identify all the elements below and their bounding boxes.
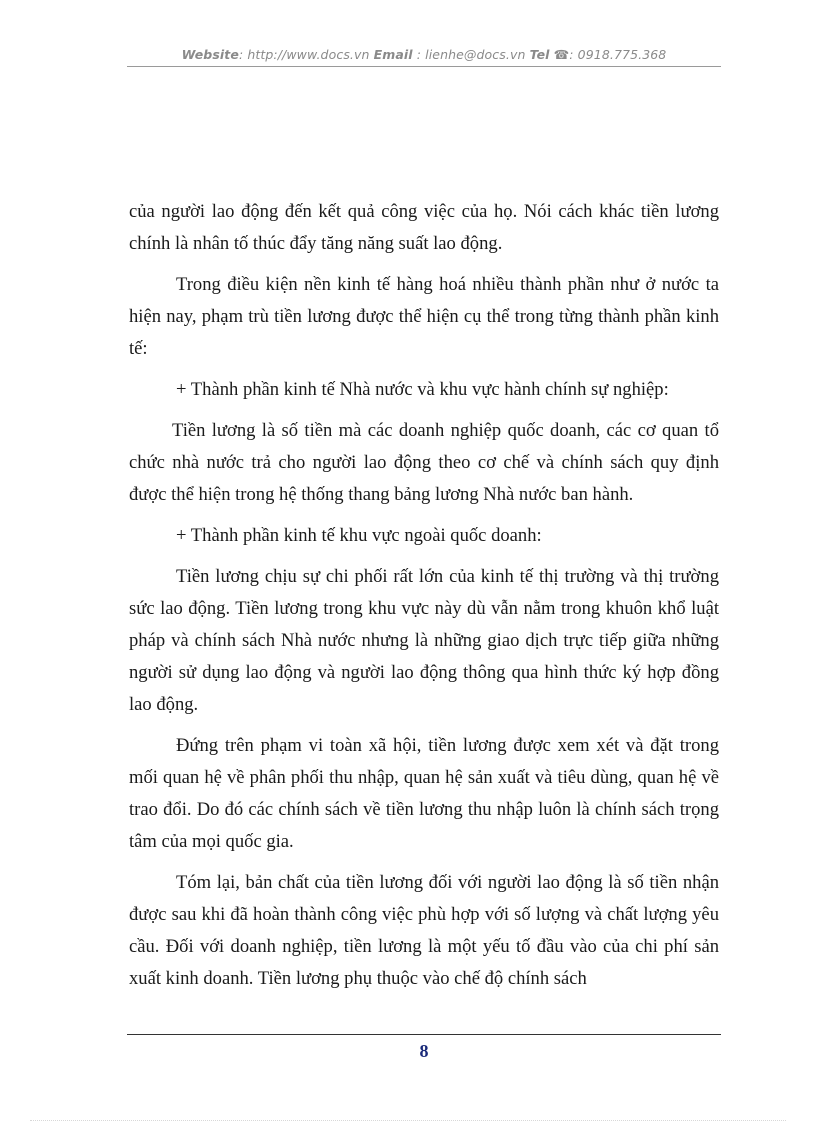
paragraph-1: của người lao động đến kết quả công việc của họ. Nói cách khác tiền lương chính là nhân tố thúc đẩy tăng năng suất lao động. [129, 201, 719, 254]
website-label: Website [181, 47, 239, 62]
paragraph-3: + Thành phần kinh tế Nhà nước và khu vực hành chính sự nghiệp: [176, 379, 669, 400]
email-value: : lienhe@docs.vn [416, 47, 526, 62]
paragraph-5: + Thành phần kinh tế khu vực ngoài quốc doanh: [176, 525, 542, 546]
paragraph-8: Tóm lại, bản chất của tiền lương đối với người lao động là số tiền nhận được sau khi đã hoàn thành công việc phù hợp với số lượng và chất lượng yêu cầu. Đối với doanh nghiệp, tiền lương là một yếu tố đầu vào của chi phí sản xuất kinh doanh. Tiền lương phụ thuộc vào chế độ chính sách [129, 872, 719, 989]
paragraph-6: Tiền lương chịu sự chi phối rất lớn của kinh tế thị trường và thị trường sức lao động. Tiền lương trong khu vực này dù vẫn nằm trong khuôn khổ luật pháp và chính sách Nhà nước nhưng là những giao dịch trực tiếp giữa những người sử dụng lao động và người lao động thông qua hình thức ký hợp đồng lao động. [129, 566, 719, 715]
paragraph-4: Tiền lương là số tiền mà các doanh nghiệp quốc doanh, các cơ quan tổ chức nhà nước trả cho người lao động theo cơ chế và chính sách quy định được thể hiện trong hệ thống thang bảng lương Nhà nước ban hành. [129, 420, 719, 505]
tel-value: : 0918.775.368 [569, 47, 667, 62]
document-body [129, 196, 719, 1004]
page-number: 8 [419, 1041, 429, 1061]
tel-label: Tel [529, 47, 550, 62]
website-value: : http://www.docs.vn [238, 47, 370, 62]
phone-icon: ☎ [553, 47, 570, 62]
page-bottom-border [30, 1120, 786, 1121]
footer-divider [127, 1034, 721, 1035]
header-divider [127, 66, 721, 67]
paragraph-7: Đứng trên phạm vi toàn xã hội, tiền lương được xem xét và đặt trong mối quan hệ về phân phối thu nhập, quan hệ sản xuất và tiêu dùng, quan hệ về trao đổi. Do đó các chính sách về tiền lương thu nhập luôn là chính sách trọng tâm của mọi quốc gia. [129, 735, 719, 852]
page-header [127, 47, 721, 62]
paragraph-2: Trong điều kiện nền kinh tế hàng hoá nhiều thành phần như ở nước ta hiện nay, phạm trù tiền lương được thể hiện cụ thể trong từng thành phần kinh tế: [129, 274, 719, 359]
email-label: Email [373, 47, 413, 62]
